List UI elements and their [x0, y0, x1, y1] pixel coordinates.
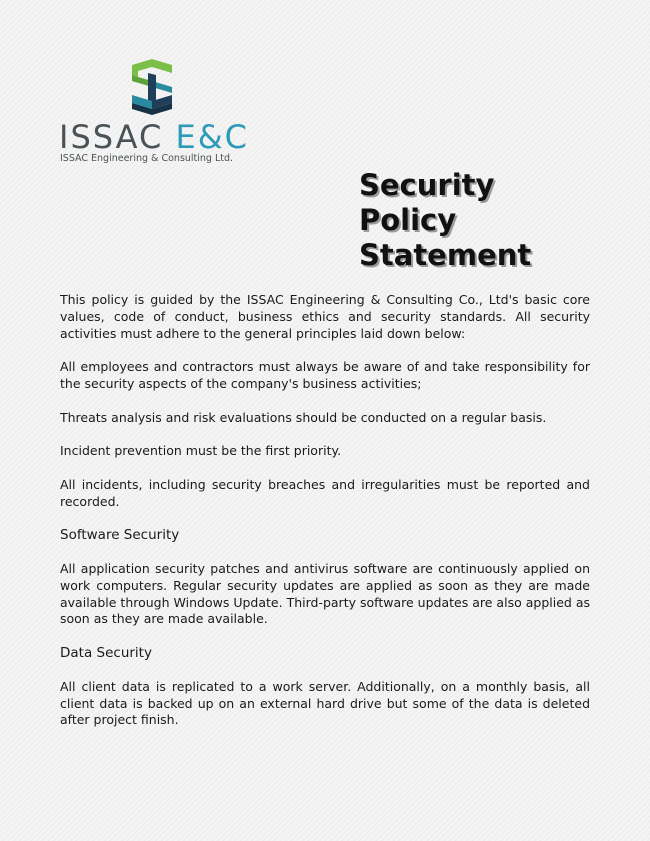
- software-security-heading: Software Security: [60, 527, 180, 544]
- software-security-paragraph: All application security patches and antivirus software are continuously applied on work computers. Regular security updates are applied as soon as they are made available through Windows Update. Third-party software updates are also applied as soon as they are made available.: [60, 560, 590, 627]
- company-wordmark: [59, 120, 249, 154]
- title-line-1: Security: [359, 168, 495, 202]
- title-line-3: Statement: [359, 238, 532, 272]
- principle-paragraph: Incident prevention must be the first priority.: [60, 443, 342, 459]
- company-full-name: ISSAC Engineering & Consulting Ltd.: [60, 153, 234, 164]
- principle-paragraph: Threats analysis and risk evaluations should be conducted on a regular basis.: [60, 409, 547, 425]
- principle-paragraph: All incidents, including security breaches and irregularities must be reported and recorded.: [60, 476, 590, 509]
- data-security-heading: Data Security: [60, 644, 152, 661]
- brand-suffix: E&C: [175, 118, 250, 156]
- intro-paragraph: This policy is guided by the ISSAC Engineering & Consulting Co., Ltd's basic core values, code of conduct, business ethics and security standards. All security activities must adhere to the general principles laid down below:: [60, 292, 590, 341]
- title-line-2: Policy: [359, 203, 457, 237]
- principle-paragraph: All employees and contractors must always be aware of and take responsibility for the security aspects of the company's business activities;: [60, 359, 590, 391]
- data-security-paragraph: All client data is replicated to a work server. Additionally, on a monthly basis, all client data is backed up on an external hard drive but some of the data is deleted after project finish.: [60, 678, 590, 728]
- page-title: [359, 168, 589, 273]
- brand-name: ISSAC: [59, 118, 164, 156]
- company-logo-icon: [128, 59, 176, 115]
- policy-body: [60, 292, 590, 746]
